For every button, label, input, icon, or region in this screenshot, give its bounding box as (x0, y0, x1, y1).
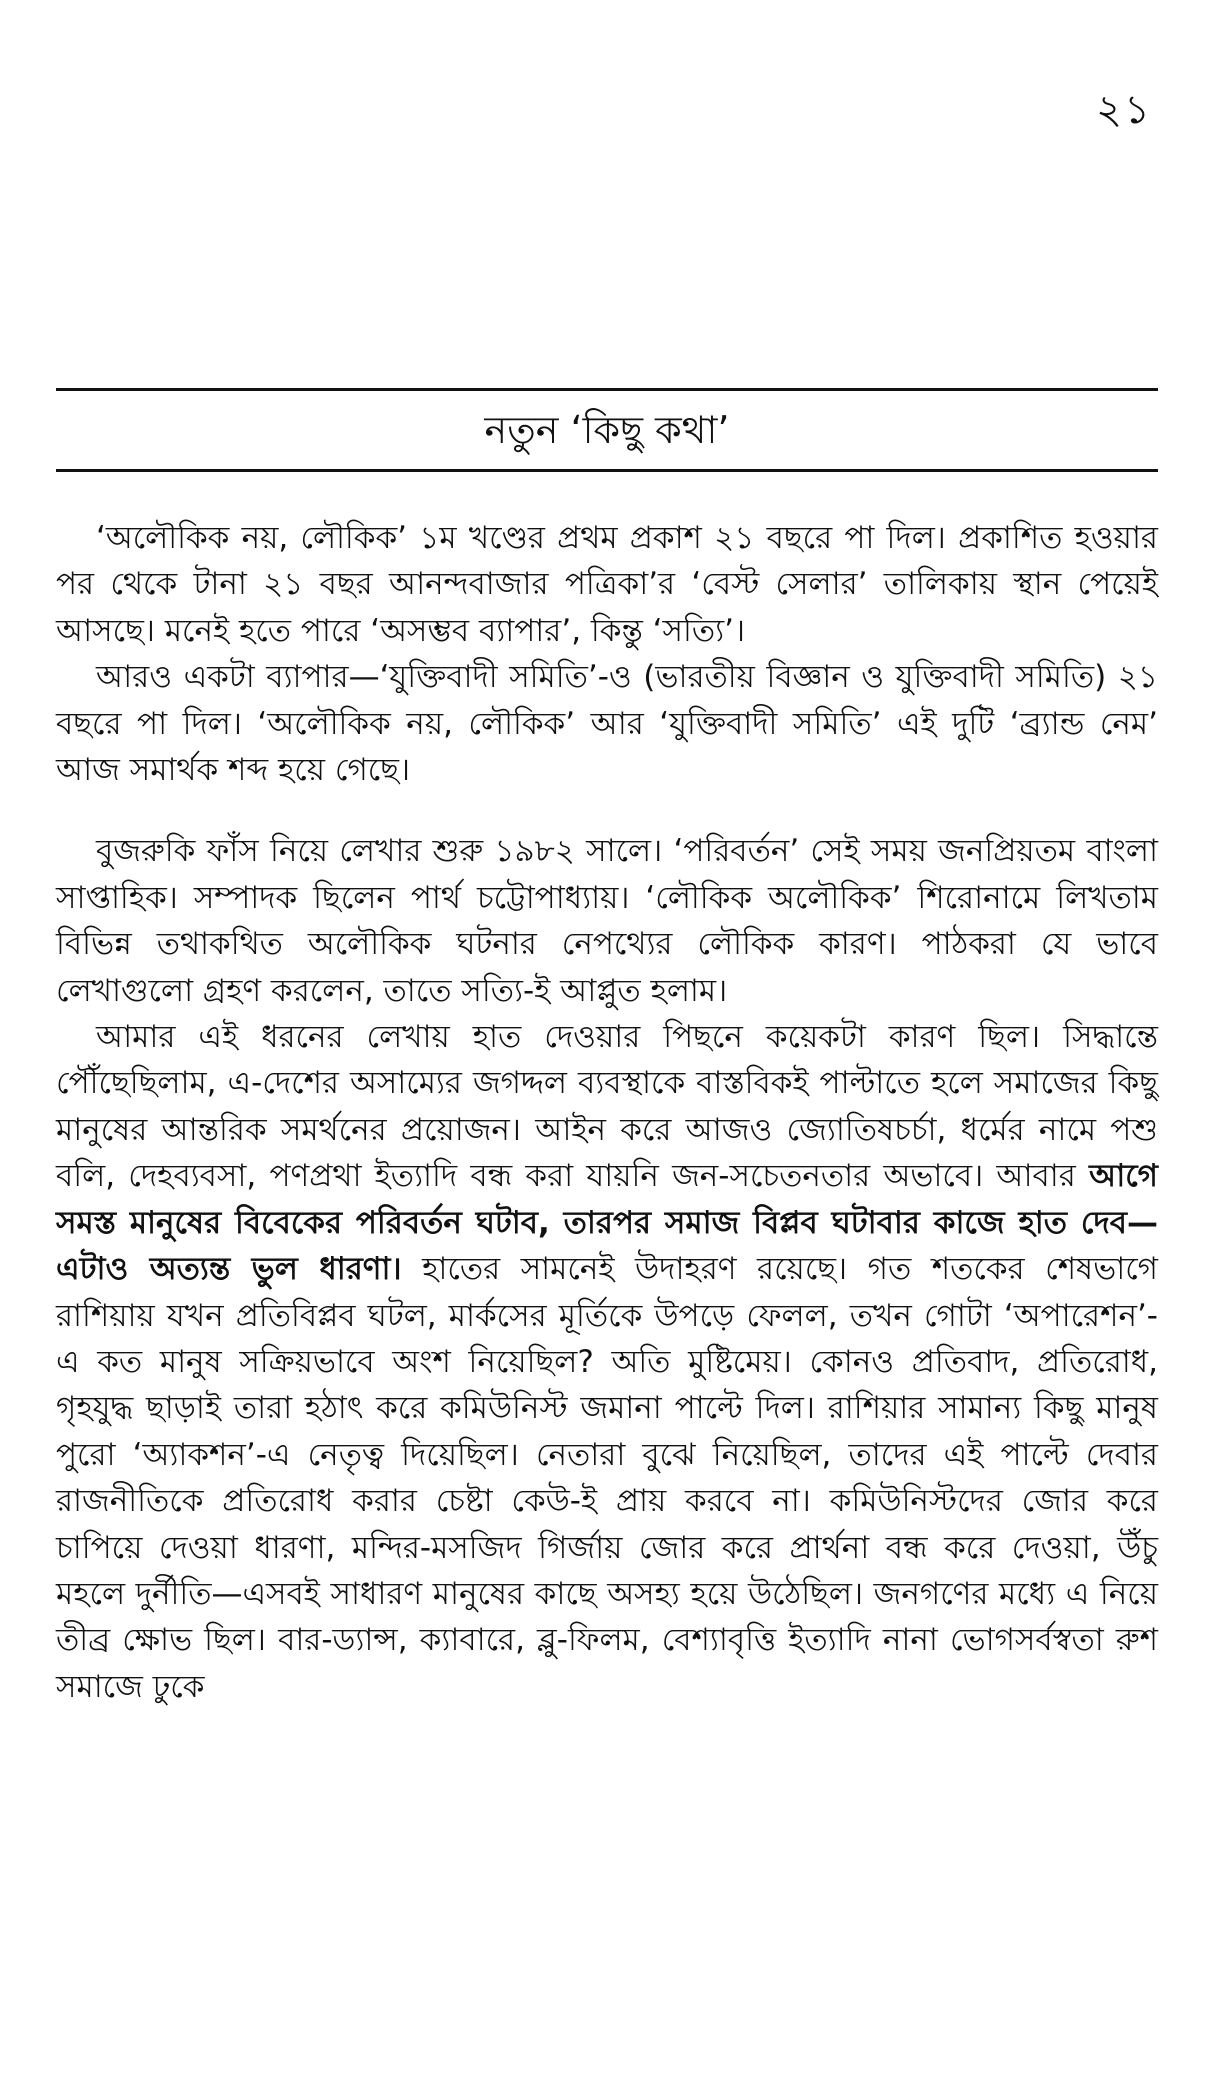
paragraph-2: আরও একটা ব্যাপার—‘যুক্তিবাদী সমিতি’-ও (ভারতীয় বিজ্ঞান ও যুক্তিবাদী সমিতি) ২১ বছরে পা দিল। ‘অলৌকিক নয়, লৌকিক’ আর ‘যুক্তিবাদী সমিতি’ এই দুটি ‘ব্র্যান্ড নেম’ আজ সমার্থক শব্দ হয়ে গেছে। (56, 659, 1158, 789)
paragraph-3: বুজরুকি ফাঁস নিয়ে লেখার শুরু ১৯৮২ সালে। ‘পরিবর্তন’ সেই সময় জনপ্রিয়তম বাংলা সাপ্তাহিক। সম্পাদক ছিলেন পার্থ চট্টোপাধ্যায়। ‘লৌকিক অলৌকিক’ শিরোনামে লিখতাম বিভিন্ন তথাকথিত অলৌকিক ঘটনার নেপথ্যের লৌকিক কারণ। পাঠকরা যে ভাবে লেখাগুলো গ্রহণ করলেন, তাতে সত্যি-ই আপ্লুত হলাম। (56, 833, 1158, 1009)
section-header (56, 388, 1158, 472)
paragraph-1: ‘অলৌকিক নয়, লৌকিক’ ১ম খণ্ডের প্রথম প্রকাশ ২১ বছরে পা দিল। প্রকাশিত হওয়ার পর থেকে টানা ২১ বছর আনন্দবাজার পত্রিকা’র ‘বেস্ট সেলার’ তালিকায় স্থান পেয়েই আসছে। মনেই হতে পারে ‘অসম্ভব ব্যাপার’, কিন্তু ‘সত্যি’। (56, 520, 1158, 649)
bottom-rule (56, 469, 1158, 472)
page-number: ২১ (1096, 87, 1152, 133)
body-text (56, 515, 1158, 1710)
section-title: নতুন ‘কিছু কথা’ (484, 408, 730, 452)
paragraph-4-rest: হাতের সামনেই উদাহরণ রয়েছে। গত শতকের শেষভাগে রাশিয়ায় যখন প্রতিবিপ্লব ঘটল, মার্কসের মূর্তিকে উপড়ে ফেলল, তখন গোটা ‘অপারেশন’-এ কত মানুষ সক্রিয়ভাবে অংশ নিয়েছিল? অতি মুষ্টিমেয়। কোনও প্রতিবাদ, প্রতিরোধ, গৃহযুদ্ধ ছাড়াই তারা হঠাৎ করে কমিউনিস্ট জমানা পাল্টে দিল। রাশিয়ার সামান্য কিছু মানুষ পুরো ‘অ্যাকশন’-এ নেতৃত্ব দিয়েছিল। নেতারা বুঝে নিয়েছিল, তাদের এই পাল্টে দেবার রাজনীতিকে প্রতিরোধ করার চেষ্টা কেউ-ই প্রায় করবে না। কমিউনিস্টদের জোর করে চাপিয়ে দেওয়া ধারণা, মন্দির-মসজিদ গির্জায় জোর করে প্রার্থনা বন্ধ করে দেওয়া, উঁচু মহলে দুর্নীতি—এসবই সাধারণ মানুষের কাছে অসহ্য হয়ে উঠেছিল। জনগণের মধ্যে এ নিয়ে তীব্র ক্ষোভ ছিল। বার-ড্যান্স, ক্যাবারে, ব্লু-ফিলম, বেশ্যাবৃত্তি ইত্যাদি নানা ভোগসর্বস্বতা রুশ সমাজে ঢুকে (56, 1251, 1158, 1705)
paragraph-4-intro: আমার এই ধরনের লেখায় হাত দেওয়ার পিছনে কয়েকটা কারণ ছিল। সিদ্ধান্তে পৌঁছেছিলাম, এ-দেশের অসাম্যের জগদ্দল ব্যবস্থাকে বাস্তবিকই পাল্টাতে হলে সমাজের কিছু মানুষের আন্তরিক সমর্থনের প্রয়োজন। আইন করে আজও জ্যোতিষচর্চা, ধর্মের নামে পশু বলি, দেহব্যবসা, পণপ্রথা ইত্যাদি বন্ধ করা যায়নি জন-সচেতনতার অভাবে। আবার (56, 1019, 1158, 1195)
paragraph-4 (56, 1014, 1158, 1710)
paragraph-4-emphasis: আগে সমস্ত মানুষের বিবেকের পরিবর্তন ঘটাব, তারপর সমাজ বিপ্লব ঘটাবার কাজে হাত দেব—এটাও অত্যন্ত ভুল ধারণা। (56, 1158, 1158, 1288)
